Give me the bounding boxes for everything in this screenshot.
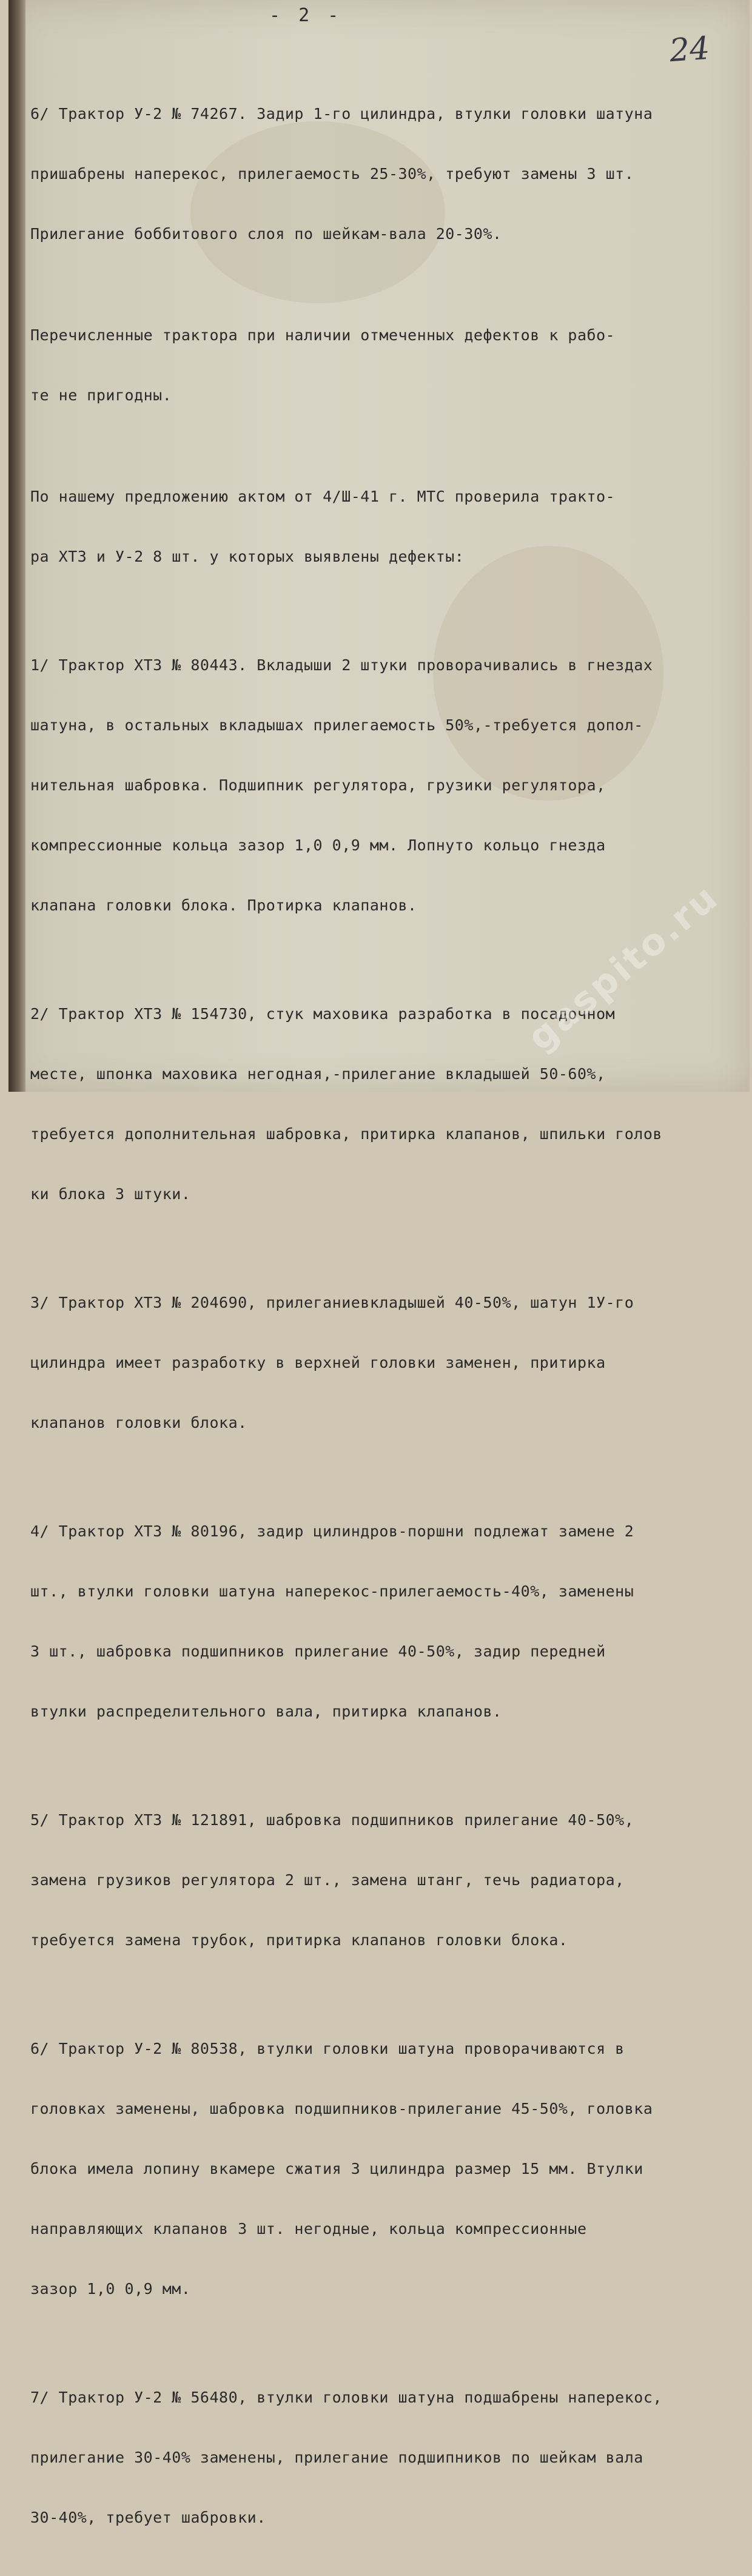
paragraph-1-tractor-htz-80443 bbox=[30, 615, 746, 955]
text-line: месте, шпонка маховика негодная,-прилегание вкладышей 50-60%, bbox=[30, 1065, 606, 1083]
text-line: 1/ Трактор ХТЗ № 80443. Вкладыши 2 штуки проворачивались в гнездах bbox=[30, 656, 653, 674]
text-line: ра ХТЗ и У-2 8 шт. у которых выявлены дефекты: bbox=[30, 548, 465, 565]
text-line: 5/ Трактор ХТЗ № 121891, шабровка подшипников прилегание 40-50%, bbox=[30, 1811, 634, 1829]
text-line: клапана головки блока. Протирка клапанов. bbox=[30, 896, 417, 914]
text-line: 30-40%, требует шабровки. bbox=[30, 2509, 266, 2526]
text-line: 2/ Трактор ХТЗ № 154730, стук маховика разработка в посадочном bbox=[30, 1005, 616, 1023]
text-line: требуется дополнительная шабровка, притирка клапанов, шпильки голов bbox=[30, 1125, 662, 1143]
paragraph-3-tractor-htz-204690 bbox=[30, 1253, 746, 1473]
document-page bbox=[8, 0, 750, 2526]
text-line: компрессионные кольца зазор 1,0 0,9 мм. Лопнуто кольцо гнезда bbox=[30, 836, 606, 854]
text-line: шт., втулки головки шатуна наперекос-прилегаемость-40%, заменены bbox=[30, 1582, 634, 1600]
text-line: головках заменены, шабровка подшипников-прилегание 45-50%, головка bbox=[30, 2100, 653, 2117]
page-binding-edge bbox=[8, 0, 25, 1092]
text-line: Перечисленные трактора при наличии отмеченных дефектов к рабо- bbox=[30, 326, 616, 344]
text-line: ки блока 3 штуки. bbox=[30, 1185, 191, 1203]
text-line: 6/ Трактор У-2 № 80538, втулки головки шатуна проворачиваются в bbox=[30, 2040, 625, 2057]
paragraph-4-tractor-htz-80196 bbox=[30, 1481, 746, 1761]
paragraph-unfit-conclusion bbox=[30, 285, 746, 445]
text-line: втулки распределительного вала, притирка клапанов. bbox=[30, 1703, 502, 1720]
text-line: 4/ Трактор ХТЗ № 80196, задир цилиндров-поршни подлежат замене 2 bbox=[30, 1522, 634, 1540]
typed-text-body bbox=[30, 64, 746, 2576]
paragraph-inspection-act bbox=[30, 446, 746, 607]
watermark: gaspito.ru bbox=[519, 875, 727, 1060]
text-line: нительная шабровка. Подшипник регулятора, грузики регулятора, bbox=[30, 776, 606, 794]
page-number: - 2 - bbox=[269, 5, 343, 26]
text-line: клапанов головки блока. bbox=[30, 1414, 247, 1431]
paragraph-2-tractor-htz-154730 bbox=[30, 964, 746, 1244]
paragraph-7-tractor-u2-56480 bbox=[30, 2347, 746, 2568]
text-line: 3/ Трактор ХТЗ № 204690, прилеганиевкладышей 40-50%, шатун 1У-го bbox=[30, 1294, 634, 1311]
text-line: 3 шт., шабровка подшипников прилегание 40-50%, задир передней bbox=[30, 1643, 606, 1660]
text-line: прилегание 30-40% заменены, прилегание подшипников по шейкам вала bbox=[30, 2449, 643, 2466]
paragraph-5-tractor-htz-121891 bbox=[30, 1770, 746, 1990]
text-line: те не пригодны. bbox=[30, 386, 172, 404]
archive-sheet-number: 24 bbox=[668, 30, 711, 70]
text-line: По нашему предложению актом от 4/Ш-41 г. МТС проверила тракто- bbox=[30, 488, 616, 505]
text-line: блока имела лопину вкамере сжатия 3 цилиндра размер 15 мм. Втулки bbox=[30, 2160, 643, 2177]
text-line: 7/ Трактор У-2 № 56480, втулки головки шатуна подшабрены наперекос, bbox=[30, 2389, 662, 2406]
text-line: цилиндра имеет разработку в верхней головки заменен, притирка bbox=[30, 1354, 606, 1371]
text-line: 6/ Трактор У-2 № 74267. Задир 1-го цилиндра, втулки головки шатуна bbox=[30, 105, 653, 123]
paragraph-6-tractor-u2-80538 bbox=[30, 1999, 746, 2339]
text-line: зазор 1,0 0,9 мм. bbox=[30, 2280, 191, 2298]
text-line: пришабрены наперекос, прилегаемость 25-30%, требуют замены 3 шт. bbox=[30, 165, 634, 183]
text-line: требуется замена трубок, притирка клапанов головки блока. bbox=[30, 1931, 568, 1949]
text-line: шатуна, в остальных вкладышах прилегаемость 50%,-требуется допол- bbox=[30, 716, 643, 734]
paragraph-6-tractor-u2-74267 bbox=[30, 64, 746, 284]
text-line: Прилегание боббитового слоя по шейкам-вала 20-30%. bbox=[30, 225, 502, 243]
text-line: направляющих клапанов 3 шт. негодные, кольца компрессионные bbox=[30, 2220, 587, 2238]
text-line: замена грузиков регулятора 2 шт., замена штанг, течь радиатора, bbox=[30, 1871, 625, 1889]
